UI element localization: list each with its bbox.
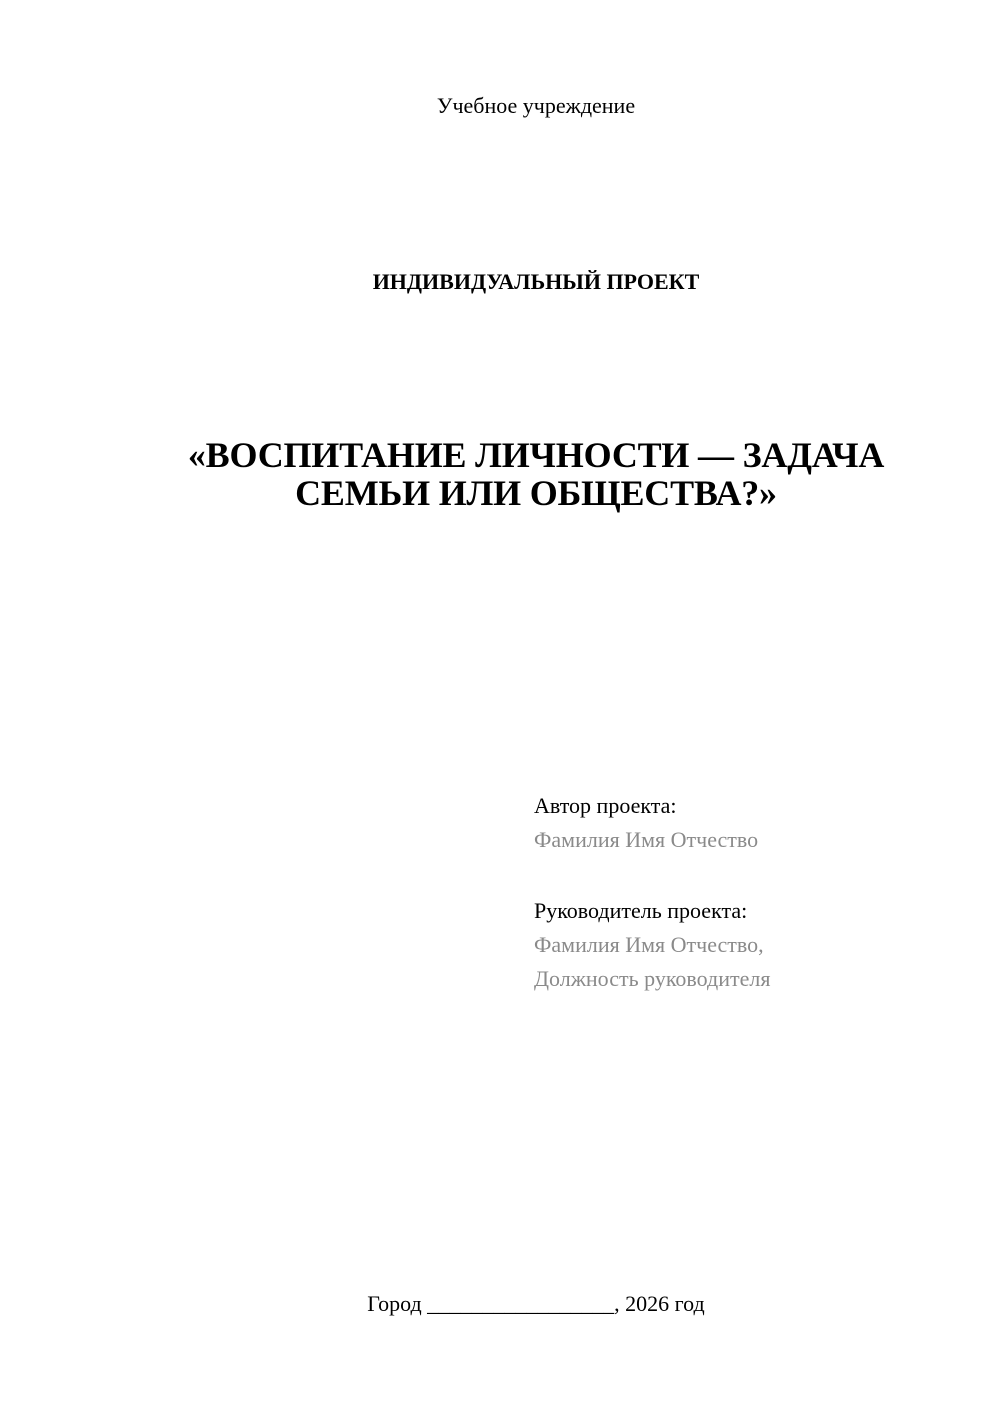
institution-name: Учебное учреждение	[436, 93, 636, 118]
author-label: Автор проекта:	[534, 793, 677, 818]
project-title-line-1: «ВОСПИТАНИЕ ЛИЧНОСТИ — ЗАДАЧА	[187, 435, 885, 475]
supervisor-position: Должность руководителя	[534, 966, 771, 991]
supervisor-name: Фамилия Имя Отчество,	[534, 932, 764, 957]
author-name: Фамилия Имя Отчество	[534, 827, 759, 852]
project-title	[80, 436, 992, 512]
project-title-line-2: СЕМЬИ ИЛИ ОБЩЕСТВА?»	[295, 473, 777, 513]
supervisor-label: Руководитель проекта:	[534, 898, 748, 923]
city-year-footer: Город _________________, 2026 год	[367, 1291, 705, 1316]
supervisor-block	[534, 894, 974, 996]
author-block	[534, 789, 974, 857]
document-type: ИНДИВИДУАЛЬНЫЙ ПРОЕКТ	[372, 269, 700, 294]
